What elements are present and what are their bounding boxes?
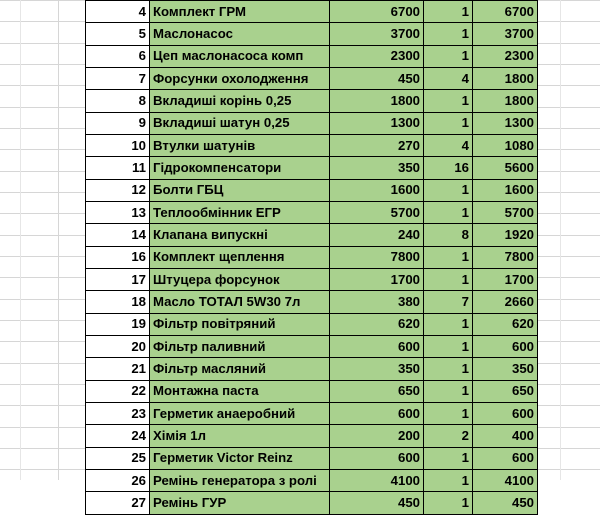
table-row[interactable]	[86, 224, 538, 246]
row-number-cell[interactable]: 18	[86, 291, 150, 313]
quantity-cell[interactable]: 1	[424, 23, 473, 45]
line-total-cell[interactable]: 650	[473, 380, 538, 402]
item-name-cell[interactable]: Ремінь генератора з ролі	[150, 469, 330, 491]
item-name-cell[interactable]: Вкладиші корінь 0,25	[150, 90, 330, 112]
table-row[interactable]	[86, 335, 538, 357]
quantity-cell[interactable]: 1	[424, 45, 473, 67]
table-row[interactable]	[86, 358, 538, 380]
line-total-cell[interactable]: 3700	[473, 23, 538, 45]
row-number-cell[interactable]: 22	[86, 380, 150, 402]
item-name-cell[interactable]: Масло ТОТАЛ 5W30 7л	[150, 291, 330, 313]
table-row[interactable]	[86, 179, 538, 201]
row-number-cell[interactable]: 10	[86, 134, 150, 156]
row-number-cell[interactable]: 7	[86, 67, 150, 89]
row-number-cell[interactable]: 11	[86, 157, 150, 179]
line-total-cell[interactable]: 600	[473, 335, 538, 357]
line-total-cell[interactable]: 7800	[473, 246, 538, 268]
item-name-cell[interactable]: Фільтр масляний	[150, 358, 330, 380]
quantity-cell[interactable]: 4	[424, 134, 473, 156]
unit-price-cell[interactable]: 3700	[330, 23, 424, 45]
unit-price-cell[interactable]: 270	[330, 134, 424, 156]
table-row[interactable]	[86, 380, 538, 402]
unit-price-cell[interactable]: 600	[330, 402, 424, 424]
quantity-cell[interactable]: 1	[424, 112, 473, 134]
table-row[interactable]	[86, 425, 538, 447]
quantity-cell[interactable]: 1	[424, 380, 473, 402]
unit-price-cell[interactable]: 450	[330, 492, 424, 514]
unit-price-cell[interactable]: 200	[330, 425, 424, 447]
table-row[interactable]	[86, 447, 538, 469]
item-name-cell[interactable]: Клапана випускні	[150, 224, 330, 246]
table-row[interactable]	[86, 1, 538, 23]
row-number-cell[interactable]: 20	[86, 335, 150, 357]
row-number-cell[interactable]: 12	[86, 179, 150, 201]
item-name-cell[interactable]: Цеп маслонасоса комп	[150, 45, 330, 67]
item-name-cell[interactable]: Теплообмінник ЕГР	[150, 201, 330, 223]
line-total-cell[interactable]: 5600	[473, 157, 538, 179]
quantity-cell[interactable]: 1	[424, 268, 473, 290]
item-name-cell[interactable]: Монтажна паста	[150, 380, 330, 402]
row-number-cell[interactable]: 23	[86, 402, 150, 424]
quantity-cell[interactable]: 1	[424, 469, 473, 491]
unit-price-cell[interactable]: 7800	[330, 246, 424, 268]
line-total-cell[interactable]: 1800	[473, 67, 538, 89]
quantity-cell[interactable]: 1	[424, 90, 473, 112]
row-number-cell[interactable]: 9	[86, 112, 150, 134]
unit-price-cell[interactable]: 450	[330, 67, 424, 89]
unit-price-cell[interactable]: 350	[330, 157, 424, 179]
table-row[interactable]	[86, 23, 538, 45]
row-number-cell[interactable]: 21	[86, 358, 150, 380]
line-total-cell[interactable]: 4100	[473, 469, 538, 491]
unit-price-cell[interactable]: 5700	[330, 201, 424, 223]
row-number-cell[interactable]: 16	[86, 246, 150, 268]
table-row[interactable]	[86, 134, 538, 156]
line-total-cell[interactable]: 2660	[473, 291, 538, 313]
quantity-cell[interactable]: 4	[424, 67, 473, 89]
row-number-cell[interactable]: 6	[86, 45, 150, 67]
table-row[interactable]	[86, 402, 538, 424]
row-number-cell[interactable]: 17	[86, 268, 150, 290]
table-row[interactable]	[86, 90, 538, 112]
quantity-cell[interactable]: 1	[424, 313, 473, 335]
unit-price-cell[interactable]: 600	[330, 335, 424, 357]
line-total-cell[interactable]: 1300	[473, 112, 538, 134]
table-row[interactable]	[86, 469, 538, 491]
line-total-cell[interactable]: 6700	[473, 1, 538, 23]
item-name-cell[interactable]: Болти ГБЦ	[150, 179, 330, 201]
table-row[interactable]	[86, 201, 538, 223]
item-name-cell[interactable]: Втулки шатунів	[150, 134, 330, 156]
unit-price-cell[interactable]: 380	[330, 291, 424, 313]
unit-price-cell[interactable]: 1800	[330, 90, 424, 112]
row-number-cell[interactable]: 14	[86, 224, 150, 246]
quantity-cell[interactable]: 1	[424, 447, 473, 469]
quantity-cell[interactable]: 1	[424, 335, 473, 357]
table-row[interactable]	[86, 67, 538, 89]
row-number-cell[interactable]: 8	[86, 90, 150, 112]
line-total-cell[interactable]: 620	[473, 313, 538, 335]
unit-price-cell[interactable]: 600	[330, 447, 424, 469]
parts-table[interactable]	[85, 0, 538, 515]
unit-price-cell[interactable]: 6700	[330, 1, 424, 23]
quantity-cell[interactable]: 2	[424, 425, 473, 447]
item-name-cell[interactable]: Гідрокомпенсатори	[150, 157, 330, 179]
grid-column-line	[560, 0, 561, 480]
row-number-cell[interactable]: 27	[86, 492, 150, 514]
table-row[interactable]	[86, 268, 538, 290]
row-number-cell[interactable]: 25	[86, 447, 150, 469]
quantity-cell[interactable]: 1	[424, 1, 473, 23]
item-name-cell[interactable]: Фільтр паливний	[150, 335, 330, 357]
line-total-cell[interactable]: 1700	[473, 268, 538, 290]
unit-price-cell[interactable]: 620	[330, 313, 424, 335]
quantity-cell[interactable]: 1	[424, 492, 473, 514]
item-name-cell[interactable]: Комплект ГРМ	[150, 1, 330, 23]
line-total-cell[interactable]: 1800	[473, 90, 538, 112]
line-total-cell[interactable]: 400	[473, 425, 538, 447]
row-number-cell[interactable]: 5	[86, 23, 150, 45]
table-row[interactable]	[86, 45, 538, 67]
unit-price-cell[interactable]: 240	[330, 224, 424, 246]
table-row[interactable]	[86, 313, 538, 335]
item-name-cell[interactable]: Фільтр повітряний	[150, 313, 330, 335]
row-number-cell[interactable]: 26	[86, 469, 150, 491]
quantity-cell[interactable]: 1	[424, 246, 473, 268]
item-name-cell[interactable]: Вкладиші шатун 0,25	[150, 112, 330, 134]
row-number-cell[interactable]: 19	[86, 313, 150, 335]
item-name-cell[interactable]: Маслонасос	[150, 23, 330, 45]
line-total-cell[interactable]: 600	[473, 447, 538, 469]
quantity-cell[interactable]: 1	[424, 201, 473, 223]
quantity-cell[interactable]: 7	[424, 291, 473, 313]
quantity-cell[interactable]: 16	[424, 157, 473, 179]
line-total-cell[interactable]: 5700	[473, 201, 538, 223]
unit-price-cell[interactable]: 350	[330, 358, 424, 380]
quantity-cell[interactable]: 1	[424, 179, 473, 201]
item-name-cell[interactable]: Герметик анаеробний	[150, 402, 330, 424]
item-name-cell[interactable]: Хімія 1л	[150, 425, 330, 447]
unit-price-cell[interactable]: 1700	[330, 268, 424, 290]
line-total-cell[interactable]: 450	[473, 492, 538, 514]
table-row[interactable]	[86, 112, 538, 134]
table-row[interactable]	[86, 157, 538, 179]
quantity-cell[interactable]: 1	[424, 402, 473, 424]
line-total-cell[interactable]: 2300	[473, 45, 538, 67]
table-row[interactable]	[86, 291, 538, 313]
unit-price-cell[interactable]: 1600	[330, 179, 424, 201]
unit-price-cell[interactable]: 4100	[330, 469, 424, 491]
item-name-cell[interactable]: Штуцера форсунок	[150, 268, 330, 290]
item-name-cell[interactable]: Форсунки охолодження	[150, 67, 330, 89]
quantity-cell[interactable]: 8	[424, 224, 473, 246]
unit-price-cell[interactable]: 650	[330, 380, 424, 402]
row-number-cell[interactable]: 24	[86, 425, 150, 447]
line-total-cell[interactable]: 350	[473, 358, 538, 380]
line-total-cell[interactable]: 600	[473, 402, 538, 424]
table-row[interactable]	[86, 246, 538, 268]
row-number-cell[interactable]: 4	[86, 1, 150, 23]
unit-price-cell[interactable]: 2300	[330, 45, 424, 67]
line-total-cell[interactable]: 1080	[473, 134, 538, 156]
line-total-cell[interactable]: 1920	[473, 224, 538, 246]
line-total-cell[interactable]: 1600	[473, 179, 538, 201]
quantity-cell[interactable]: 1	[424, 358, 473, 380]
item-name-cell[interactable]: Ремінь ГУР	[150, 492, 330, 514]
table-row[interactable]	[86, 492, 538, 514]
grid-column-line	[58, 0, 59, 480]
unit-price-cell[interactable]: 1300	[330, 112, 424, 134]
item-name-cell[interactable]: Герметик Victor Reinz	[150, 447, 330, 469]
row-number-cell[interactable]: 13	[86, 201, 150, 223]
grid-column-line	[20, 0, 21, 480]
item-name-cell[interactable]: Комплект щеплення	[150, 246, 330, 268]
